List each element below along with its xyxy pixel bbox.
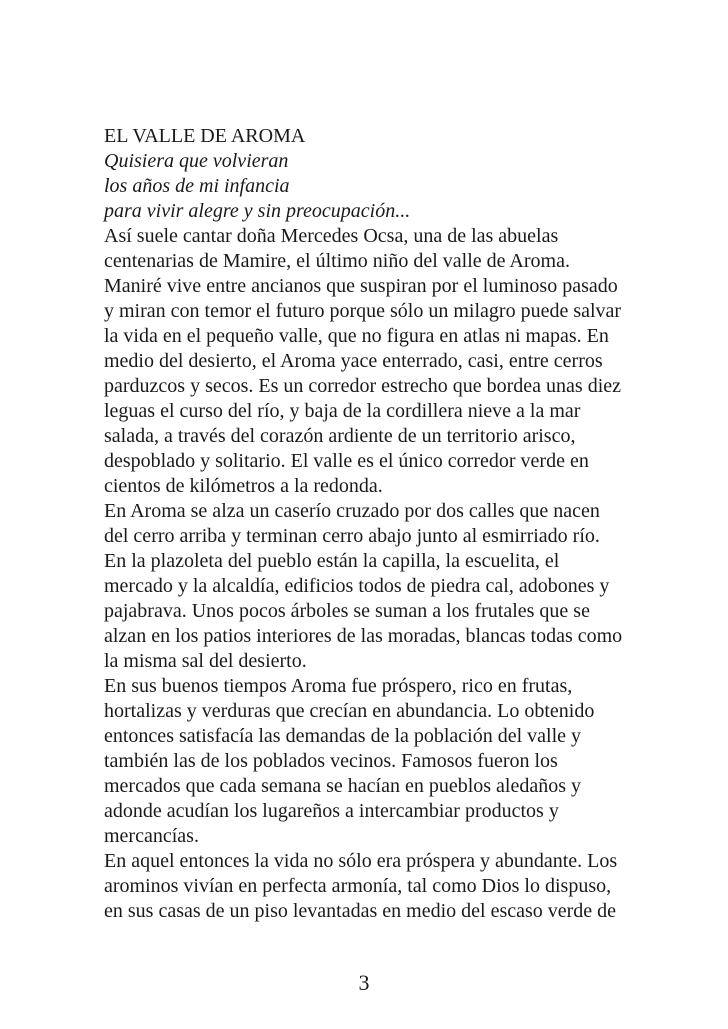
paragraph-1 xyxy=(104,224,632,499)
verse-line: Quisiera que volvieran xyxy=(104,150,289,172)
text-line: mercado y la alcaldía, edificios todos de piedra cal, adobones y xyxy=(104,575,610,597)
paragraph-2 xyxy=(104,499,632,674)
text-line: y miran con temor el futuro porque sólo un milagro puede salvar xyxy=(104,300,622,322)
text-line: cientos de kilómetros a la redonda. xyxy=(104,475,383,497)
text-line: hortalizas y verduras que crecían en abundancia. Lo obtenido xyxy=(104,700,595,722)
text-line: parduzcos y secos. Es un corredor estrecho que bordea unas diez xyxy=(104,375,622,397)
text-line: Así suele cantar doña Mercedes Ocsa, una de las abuelas xyxy=(104,225,559,247)
text-line: mercados que cada semana se hacían en pueblos aledaños y xyxy=(104,775,582,797)
text-line: adonde acudían los lugareños a intercambiar productos y xyxy=(104,800,559,822)
text-line: alzan en los patios interiores de las moradas, blancas todas como xyxy=(104,625,623,647)
chapter-title: EL VALLE DE AROMA xyxy=(104,125,306,147)
text-line: mercancías. xyxy=(104,825,199,847)
text-line: leguas el curso del río, y baja de la cordillera nieve a la mar xyxy=(104,400,581,422)
text-line: En sus buenos tiempos Aroma fue próspero, rico en frutas, xyxy=(104,675,573,697)
text-line: entonces satisfacía las demandas de la población del valle y xyxy=(104,725,582,747)
text-line: pajabrava. Unos pocos árboles se suman a los frutales que se xyxy=(104,600,590,622)
text-line: la misma sal del desierto. xyxy=(104,650,307,672)
body-text xyxy=(104,124,632,924)
page-number: 3 xyxy=(358,970,370,995)
text-line: Maniré vive entre ancianos que suspiran por el luminoso pasado xyxy=(104,275,618,297)
text-line: En la plazoleta del pueblo están la capilla, la escuelita, el xyxy=(104,550,560,572)
paragraph-3 xyxy=(104,674,632,849)
text-line: en sus casas de un piso levantadas en medio del escaso verde de xyxy=(104,900,617,922)
text-line: arominos vivían en perfecta armonía, tal como Dios lo dispuso, xyxy=(104,875,612,897)
text-line: En aquel entonces la vida no sólo era próspera y abundante. Los xyxy=(104,850,618,872)
text-line: centenarias de Mamire, el último niño del valle de Aroma. xyxy=(104,250,570,272)
text-line: despoblado y solitario. El valle es el único corredor verde en xyxy=(104,450,589,472)
verse-line: los años de mi infancia xyxy=(104,175,290,197)
text-line: En Aroma se alza un caserío cruzado por dos calles que nacen xyxy=(104,500,600,522)
text-line: la vida en el pequeño valle, que no figura en atlas ni mapas. En xyxy=(104,325,609,347)
text-line: salada, a través del corazón ardiente de un territorio arisco, xyxy=(104,425,576,447)
text-line: medio del desierto, el Aroma yace enterrado, casi, entre cerros xyxy=(104,350,603,372)
verse-line: para vivir alegre y sin preocupación... xyxy=(104,200,411,222)
text-line: también las de los poblados vecinos. Famosos fueron los xyxy=(104,750,558,772)
paragraph-4 xyxy=(104,849,632,924)
text-line: del cerro arriba y terminan cerro abajo junto al esmirriado río. xyxy=(104,525,600,547)
